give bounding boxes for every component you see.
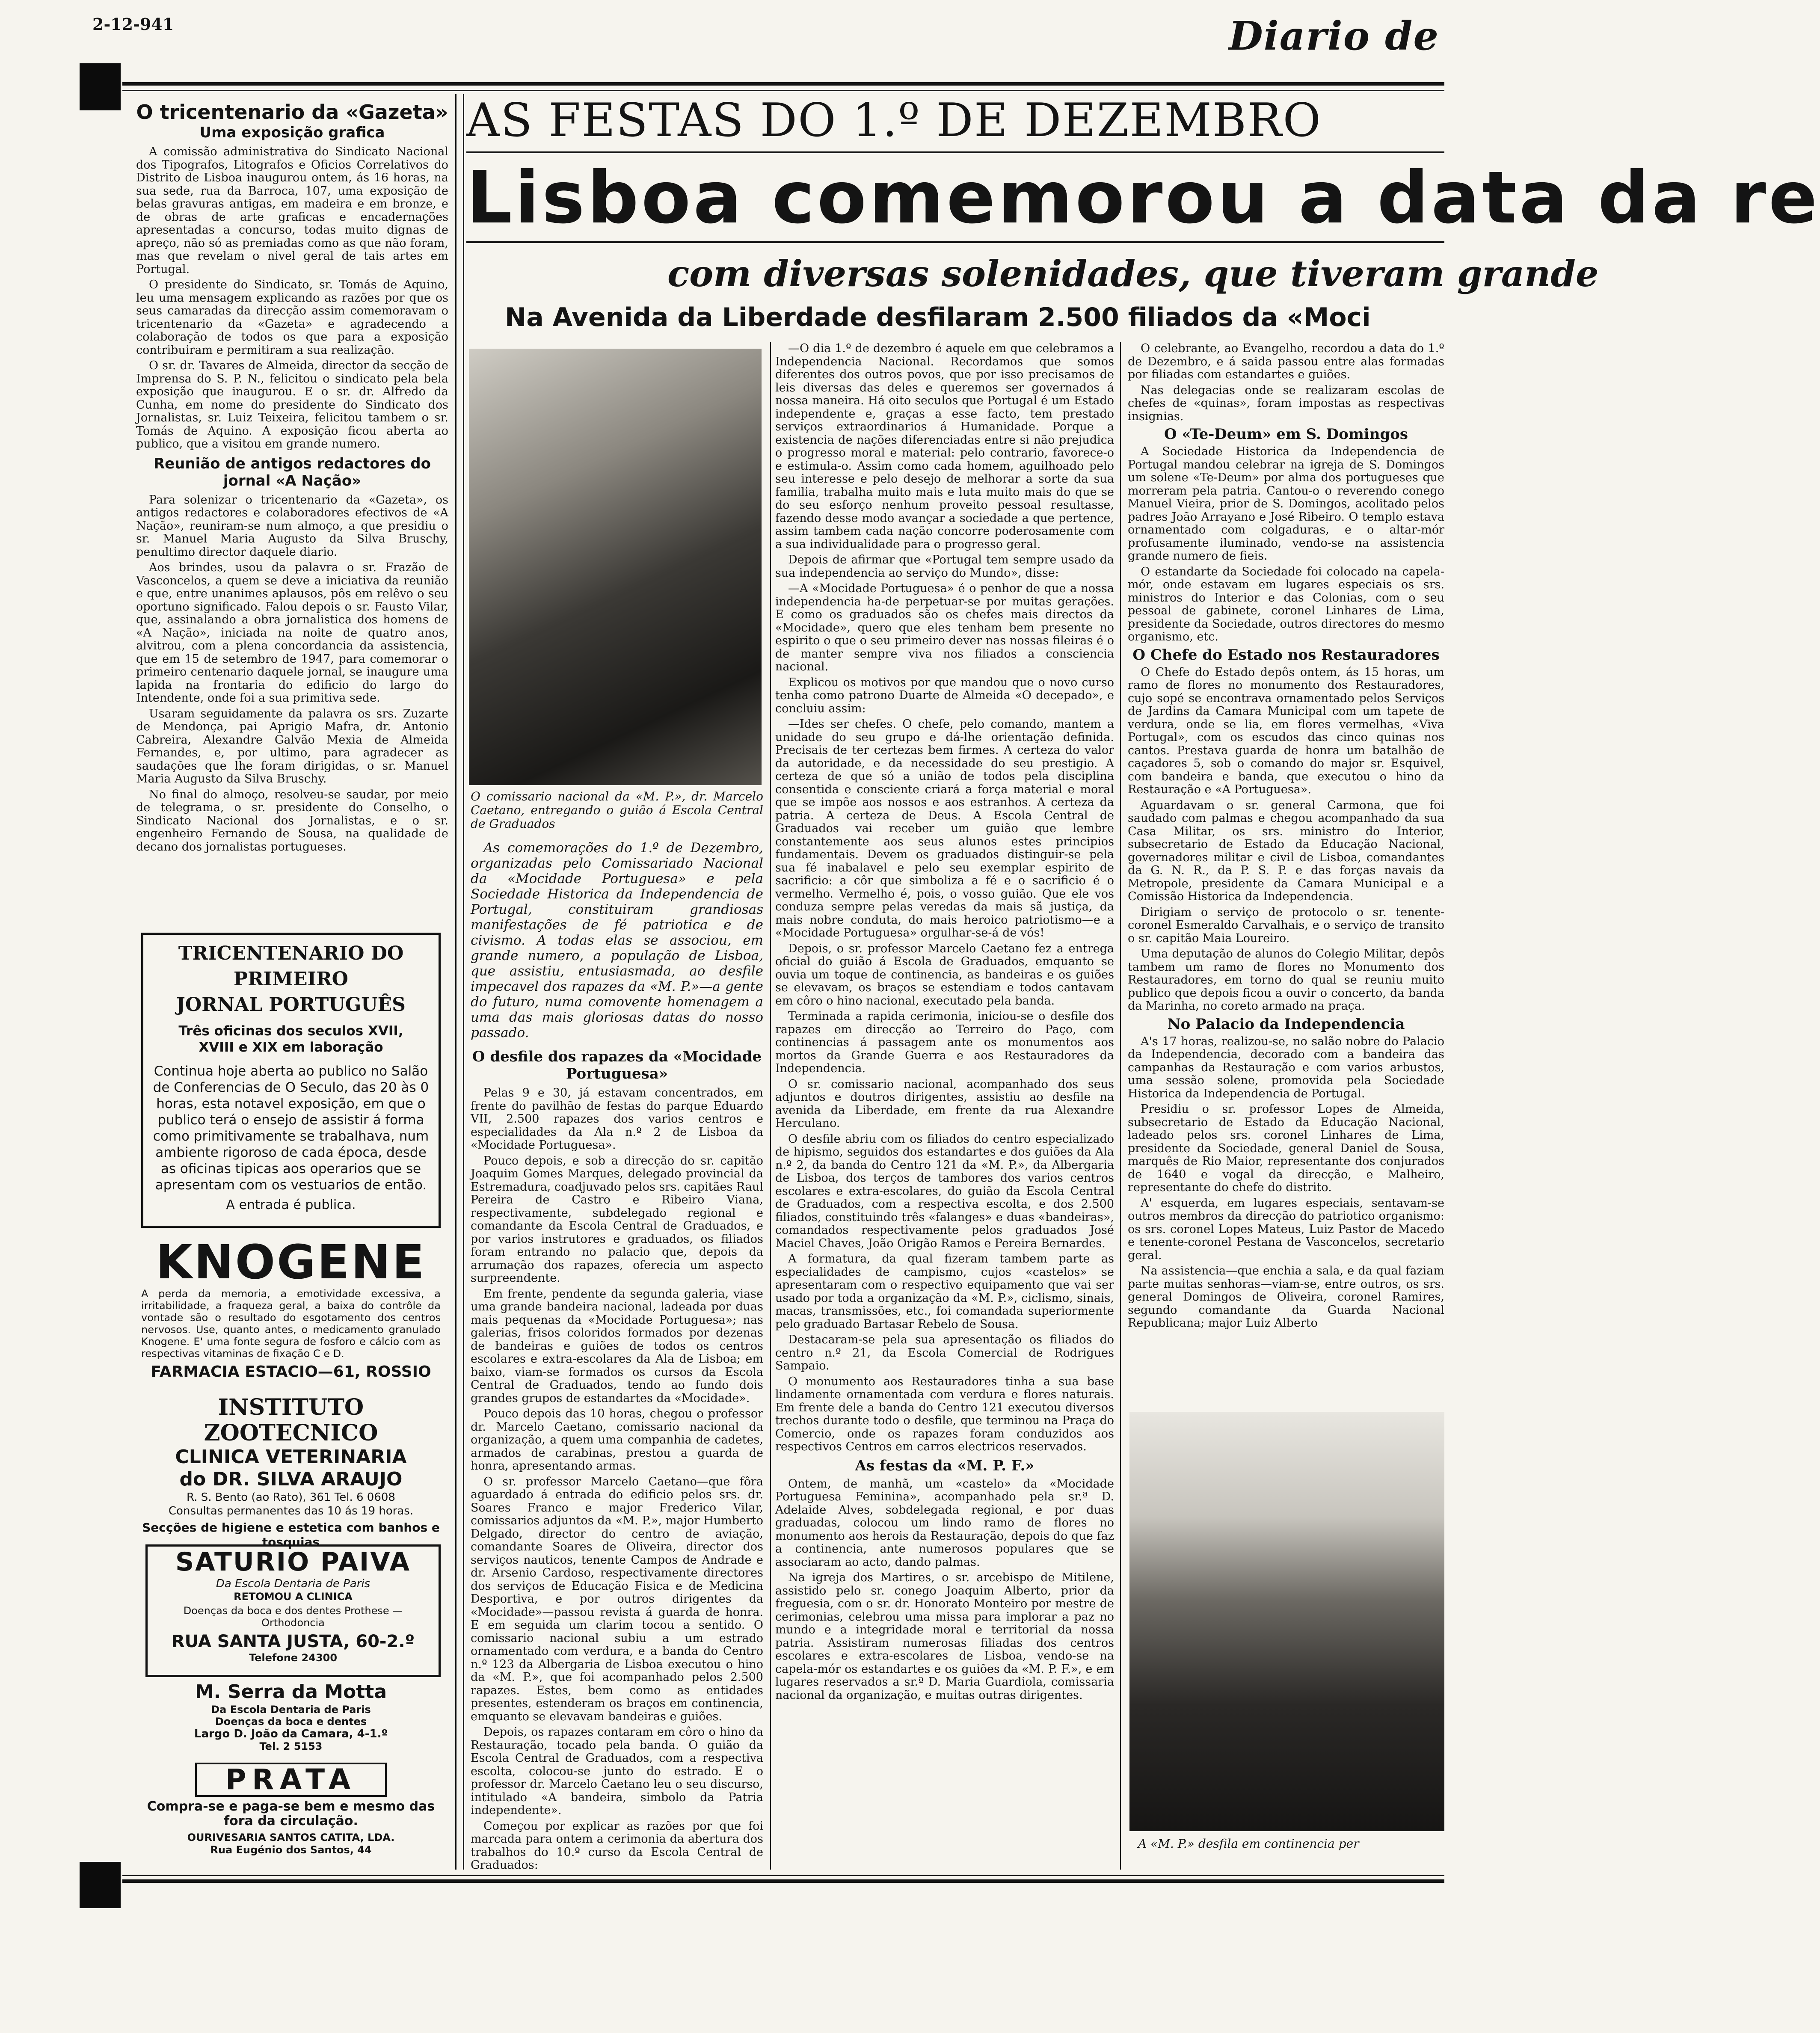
paragraph: Pelas 9 e 30, já estavam concentrados, em frente do pavilhão de festas do parque Eduardo VII, 2.500 rapazes dos varios centros e especialidades da Ala n.º 2 de Lisboa da «Mocidade Portuguesa». xyxy=(471,1086,763,1152)
column-separator-left-2 xyxy=(463,94,464,1870)
paragraph: O estandarte da Sociedade foi colocado na capela-mór, onde estavam em lugares especiais os srs. ministros do Interior e das Colonias, com o seu pessoal de gabinete, coronel Linhares de Lima, presidente da Sociedade, outros directores do mesmo organismo, etc. xyxy=(1128,565,1444,643)
section-heading: O Chefe do Estado nos Restauradores xyxy=(1132,646,1440,664)
paragraph: Em frente, pendente da segunda galeria, viase uma grande bandeira nacional, ladeada por duas mais pequenas da «Mocidade Portuguesa»; nas galerias, frisos coloridos formados por dezenas de bandeiras e guiões de todos os centros escolares e extra-escolares da Ala de Lisboa; em baixo, viam-se formados os cursos da Escola Central de Graduados, tendo ao fundo dois grandes grupos de estandartes da «Mocidade». xyxy=(471,1287,763,1405)
ad-subtitle: Da Escola Dentaria de Paris xyxy=(211,1704,371,1716)
paragraph: Usaram seguidamente da palavra os srs. Zuzarte de Mendonça, pai Aprigio Mafra, dr. Antonio Cabreira, Alexandre Galvão Mexia de Almeida Fernandes, e, por ultimo, para agradecer as saudações que lhe foram dirigidas, o sr. Manuel Maria Augusto da Silva Bruschy. xyxy=(136,707,448,785)
main-kicker: AS FESTAS DO 1.º DE DEZEMBRO xyxy=(466,94,1322,147)
paragraph: O celebrante, ao Evangelho, recordou a data do 1.º de Dezembro, e á saida passou entre alas formadas por filiadas com estandartes e guiões. xyxy=(1128,342,1444,381)
paragraph: A' esquerda, em lugares especiais, sentavam-se outros membros da direcção do patriotico organismo: os srs. coronel Lopes Mateus, Luiz Pastor de Macedo e tenente-coronel Pestana de Vasconcelos, secretario geral. xyxy=(1128,1196,1444,1262)
left-column xyxy=(136,101,448,856)
ad-footer: FARMACIA ESTACIO—61, ROSSIO xyxy=(151,1363,431,1381)
paragraph: Ontem, de manhã, um «castelo» da «Mocidade Portuguesa Feminina», acompanhado pela sr.ª D. Adelaide Alves, sobdelegada regional, e por duas graduadas, colocou um lindo ramo de flores no monumento aos herois da Restauração, depois do que faz a continencia, ante numerosos populares que se associaram ao acto, dando palmas. xyxy=(775,1477,1114,1569)
paragraph: Dirigiam o serviço de protocolo o sr. tenente-coronel Esmeraldo Carvalhais, e o serviço de transito o sr. capitão Maia Loureiro. xyxy=(1128,905,1444,945)
serra-ad xyxy=(145,1680,436,1752)
main-subdeck: Na Avenida da Liberdade desfilaram 2.500 filiados da «Moci xyxy=(505,302,1371,332)
paragraph: O sr. professor Marcelo Caetano—que fôra aguardado á entrada do edificio pelos srs. dr. Soares Franco e major Frederico Vilar, comissarios adjuntos da «M. P.», major Humberto Delgado, director do centro de aviação, comandante Soares de Oliveira, director dos serviços nauticos, tenente Campos de Andrade e dr. Arsenio Cardoso, respectivamente directores dos serviços de Educação Fisica e de Medicina Desportiva, e por outros dirigentes da «Mocidade»—passou revista á guarda de honra. E em seguida um clarim tocou a sentido. O comissario nacional subiu a um estrado ornamentado com verdura, e a banda do Centro n.º 123 da Albergaria de Lisboa executou o hino da «M. P.», que foi acompanhado pelos 2.500 rapazes. Estes, bem como as entidades presentes, estenderam os braços em continencia, emquanto se elevavam bandeiras e guiões. xyxy=(471,1475,763,1723)
ad-subtitle: CLINICA VETERINARIA xyxy=(175,1446,407,1468)
paragraph: O sr. dr. Tavares de Almeida, director da secção de Imprensa do S. P. N., felicitou o sindicato pela bela exposição que inaugurou. E o sr. dr. Alfredo da Cunha, em nome do presidente do Sindicato dos Jornalistas, sr. Luiz Teixeira, felicitou tambem o sr. Tomás de Aquino. A exposição ficou aberta ao publico, que a visitou em grande numero. xyxy=(136,359,448,450)
ad-address: RUA SANTA JUSTA, 60-2.º xyxy=(171,1632,415,1651)
paragraph: Uma deputação de alunos do Colegio Militar, depôs tambem um ramo de flores no Monumento dos Restauradores, em torno do qual se reuniu muito publico que depois ficou a ouvir o concerto, da banda da Marinha, no coreto armado na praça. xyxy=(1128,947,1444,1013)
photo-parade xyxy=(1129,1412,1444,1831)
paragraph: Começou por explicar as razões por que foi marcada para ontem a cerimonia da abertura dos trabalhos do 10.º curso da Escola Central de Graduados: xyxy=(471,1819,763,1872)
paragraph: Aguardavam o sr. general Carmona, que foi saudado com palmas e chegou acompanhado da sua Casa Militar, os srs. ministro do Interior, subsecretario de Estado da Educação Nacional, governadores militar e civil de Lisboa, comandantes da G. N. R., da P. S. P. e das forças navais da Metropole, presidente da Camara Municipal e a Comissão Historica da Independencia. xyxy=(1128,798,1444,903)
ad-subtitle: XVIII e XIX em laboração xyxy=(199,1040,383,1055)
paragraph: Depois, os rapazes contaram em côro o hino da Restauração, tocado pela banda. O guião da Escola Central de Graduados, com a respectiva escolta, colocou-se junto do estrado. E o professor dr. Marcelo Caetano leu o seu discurso, intitulado «A bandeira, simbolo da Patria independente». xyxy=(471,1725,763,1817)
column-separator xyxy=(1120,342,1121,1870)
main-column-4 xyxy=(1128,342,1444,1333)
ad-title: PRATA xyxy=(195,1763,387,1797)
section-heading: O «Te-Deum» em S. Domingos xyxy=(1164,426,1408,443)
ad-subtitle: do DR. SILVA ARAUJO xyxy=(179,1468,403,1490)
ad-hours: Consultas permanentes das 10 ás 19 horas. xyxy=(168,1505,414,1517)
ad-body: Continua hoje aberta ao publico no Salão de Conferencias de O Seculo, das 20 às 0 horas, esta notavel exposição, em que o publico terá o ensejo de assistir á forma como primitivamente se trabalhava, num ambiente rigoroso de cada época, desde as oficinas tipicas aos operarios que se apresentam com os vestuarios de então. xyxy=(153,1064,429,1193)
ad-note: RETOMOU A CLINICA xyxy=(234,1591,353,1603)
main-column-3 xyxy=(775,342,1114,1704)
page-date: 2-12-941 xyxy=(92,15,174,34)
paragraph: A Sociedade Historica da Independencia de Portugal mandou celebrar na igreja de S. Domingos um solene «Te-Deum» por alma dos portugueses que morreram pela patria. Cantou-o o reverendo conego Manuel Vieira, prior de S. Domingos, acolitado pelos padres João Arrayano e José Ribeiro. O templo estava ornamentado com colgaduras, e o altar-mór profusamente iluminado, vendo-se na assistencia grande numero de fieis. xyxy=(1128,445,1444,563)
bottom-rule-thin xyxy=(122,1875,1444,1876)
column-separator xyxy=(770,342,771,1870)
ad-title: KNOGENE xyxy=(156,1235,426,1289)
paragraph: —Ides ser chefes. O chefe, pelo comando, mantem a unidade do seu grupo e dá-lhe orientação definida. Precisais de ter certezas bem firmes. A certeza do valor da autoridade, e da necessidade do seu prestigio. A certeza de que só a união de todos pela disciplina consentida e consciente criará a força material e moral que se impõe aos nossos e aos estranhos. A certeza da patria. A certeza de Deus. A Escola Central de Graduados vai receber um guião que lembre constantemente aos seus alunos estes principios fundamentais. Devem os graduados distinguir-se pela sua fé inabalavel e pelo seu exemplar espirito de sacrificio: a côr que simboliza a fé e o sacrificio é o vermelho. Vermelho é, pois, o vosso guião. Que ele vos conduza sempre pelas veredas da mais sã justiça, da mais nobre conduta, do mais heroico patriotismo—e a «Mocidade Portuguesa» orgulhar-se-á de vós! xyxy=(775,717,1114,939)
paragraph: O sr. comissario nacional, acompanhado dos seus adjuntos e doutros dirigentes, assistiu ao desfile na avenida da Liberdade, em frente da rua Alexandre Herculano. xyxy=(775,1077,1114,1130)
paragraph: O presidente do Sindicato, sr. Tomás de Aquino, leu uma mensagem explicando as razões por que os seus camaradas da direcção assim comemoravam o tricentenario da «Gazeta» e agradecendo a colaboração de todos os que para a exposição contribuiram e permitiram a sua realização. xyxy=(136,278,448,357)
ad-body: A perda da memoria, a emotividade excessiva, a irritabilidade, a fraqueza geral, a baixa do contrôle da vontade são o resultado do esgotamento dos centros nervosos. Use, quanto antes, o medicamento granulado Knogene. E' uma fonte segura de fosforo e cálcio com as respectivas vitaminas de fixação C e D. xyxy=(141,1288,441,1360)
paragraph: —A «Mocidade Portuguesa» é o penhor de que a nossa independencia ha-de perpetuar-se por muitas gerações. E como os graduados são os chefes mais directos da «Mocidade», quero que eles tenham bem presente no espirito o que o seu primeiro dever nas nossas fileiras é o de manter sempre viva nos filiados a consciencia nacional. xyxy=(775,582,1114,673)
photo-caption: A «M. P.» desfila em continencia per xyxy=(1138,1837,1359,1851)
kicker-rule xyxy=(466,151,1444,153)
top-rule xyxy=(122,82,1444,86)
newspaper-title: Diario de xyxy=(1228,13,1439,59)
top-rule-thin xyxy=(122,90,1444,91)
article-subhead: Uma exposição grafica xyxy=(199,124,385,141)
main-headline: Lisboa comemorou a data da re xyxy=(466,156,1820,240)
paragraph: Presidiu o sr. professor Lopes de Almeida, subsecretario de Estado da Educação Nacional, ladeado pelos srs. coronel Linhares de Lima, presidente da Sociedade, general Daniel de Sousa, marquês de Rio Maior, representante dos conjurados de 1640 e vogal da direcção, e Malheiro, representante do chefe do distrito. xyxy=(1128,1102,1444,1194)
paragraph: O monumento aos Restauradores tinha a sua base lindamente ornamentada com verdura e flores naturais. Em frente dele a banda do Centro 121 executou diversos trechos durante todo o desfile, que terminou na Praça do Comercio, onde os rapazes foram conduzidos aos respectivos Centros em carros electricos reservados. xyxy=(775,1375,1114,1453)
corner-mark-bottom xyxy=(80,1862,121,1908)
article-headline: Reunião de antigos redactores do jornal «A Nação» xyxy=(154,455,431,489)
ad-footer: A entrada é publica. xyxy=(226,1197,356,1212)
paragraph: Aos brindes, usou da palavra o sr. Frazão de Vasconcelos, a quem se deve a iniciativa da reunião e que, entre unanimes aplausos, pôs em relêvo o seu oportuno significado. Falou depois o sr. Fausto Vilar, que, assinalando a obra jornalistica dos homens de «A Nação», iniciada na noite de quatro anos, alvitrou, com a plena concordancia da assistencia, que em 15 de setembro de 1947, para comemorar o primeiro centenario daquele jornal, se inaugure uma lapida na frontaria do edificio do largo do Intendente, onde foi a sua primitiva sede. xyxy=(136,561,448,705)
ad-phone: Tel. 2 5153 xyxy=(259,1740,323,1752)
zootecnico-ad xyxy=(141,1395,441,1550)
paragraph: Depois de afirmar que «Portugal tem sempre usado da sua independencia ao serviço do Mundo», disse: xyxy=(775,553,1114,580)
ad-subtitle: Da Escola Dentaria de Paris xyxy=(216,1577,371,1590)
ad-address: R. S. Bento (ao Rato), 361 Tel. 6 0608 xyxy=(187,1491,395,1504)
paragraph: O Chefe do Estado depôs ontem, ás 15 horas, um ramo de flores no monumento dos Restauradores, cujo sopé se encontrava ornamentado pelos Serviços de Jardins da Camara Municipal com um tapete de verdura, onde se lia, em flores vermelhas, «Viva Portugal», com os escudos das cinco quinas nos cantos. Prestava guarda de honra um batalhão de caçadores 5, sob o comando do major sr. Esquivel, com bandeira e banda, que executou o hino da Restauração e «A Portuguesa». xyxy=(1128,665,1444,796)
article-intro: As comemorações do 1.º de Dezembro, organizadas pelo Comissariado Nacional da «Mocidade Portuguesa» e pela Sociedade Historica da Independencia de Portugal, constituiram grandiosas manifestações de fé patriotica e de civismo. A todas elas se associou, em grande numero, a população de Lisboa, que assistiu, entusiasmada, ao desfile impecavel dos rapazes da «M. P.»—a gente do futuro, numa comovente homenagem a uma das mais gloriosas datas do nosso passado. xyxy=(471,840,763,1040)
paragraph: Para solenizar o tricentenario da «Gazeta», os antigos redactores e colaboradores efectivos de «A Nação», reuniram-se num almoço, a que presidiu o sr. Manuel Maria Augusto da Silva Bruschy, penultimo director daquele diario. xyxy=(136,493,448,559)
headline-rule xyxy=(466,241,1444,243)
paragraph: Pouco depois, e sob a direcção do sr. capitão Joaquim Gomes Marques, delegado provincial da Estremadura, coadjuvado pelos srs. capitães Raul Pereira de Castro e Ribeiro Viana, respectivamente, subdelegado regional e comandante da Escola Central de Graduados, e por varios instrutores e graduados, os filiados foram entrando no palacio que, depois da arrumação dos rapazes, oferecia um aspecto surpreendente. xyxy=(471,1154,763,1285)
ad-body: Compra-se e paga-se bem e mesmo das fora da circulação. xyxy=(147,1799,435,1829)
paragraph: Pouco depois das 10 horas, chegou o professor dr. Marcelo Caetano, comissario nacional da organização, a quem uma companhia de cadetes, armados de carabinas, prestou a guarda de honra, apresentando armas. xyxy=(471,1407,763,1473)
column-separator-left xyxy=(455,94,456,1870)
ad-services: Doenças da boca e dos dentes Prothese — Orthodoncia xyxy=(183,1605,403,1629)
ad-subtitle: Três oficinas dos seculos XVII, xyxy=(178,1023,403,1039)
section-heading: No Palacio da Independencia xyxy=(1167,1015,1405,1033)
section-heading: O desfile dos rapazes da «Mocidade Portuguesa» xyxy=(472,1048,762,1082)
paragraph: Depois, o sr. professor Marcelo Caetano fez a entrega oficial do guião á Escola de Graduados, emquanto se ouvia um toque de continencia, as bandeiras e os guiões se elevavam, os braços se estendiam e todos cantavam em côro o hino nacional, executado pela banda. xyxy=(775,942,1114,1008)
bottom-rule xyxy=(122,1879,1444,1883)
ad-subtitle: Doenças da boca e dentes xyxy=(215,1716,367,1728)
ad-title: M. Serra da Motta xyxy=(195,1681,387,1703)
paragraph: Na igreja dos Martires, o sr. arcebispo de Mitilene, assistido pelo sr. conego Joaquim Alberto, prior da freguesia, com o sr. dr. Honorato Monteiro por mestre de cerimonias, celebrou uma missa para implorar a paz no mundo e a integridade moral e territorial da nossa patria. Assistiram numerosas filiadas dos centros escolares e extra-escolares de Lisboa, vendo-se na capela-mór os estandartes e os guiões da «M. P. F.», e em lugares reservados a sr.ª D. Maria Guardiola, comissaria nacional da organização, e muitas outras dirigentes. xyxy=(775,1571,1114,1702)
ad-phone: Telefone 24300 xyxy=(249,1652,338,1664)
ad-title: JORNAL PORTUGUÊS xyxy=(176,994,406,1016)
paragraph: Destacaram-se pela sua apresentação os filiados do centro n.º 21, da Escola Comercial de Rodrigues Sampaio. xyxy=(775,1333,1114,1372)
photo-caption: O comissario nacional da «M. P.», dr. Marcelo Caetano, entregando o guião á Escola Central de Graduados xyxy=(471,789,763,831)
corner-mark-top xyxy=(80,63,121,110)
tricentenario-ad xyxy=(141,933,441,1228)
paragraph: Na assistencia—que enchia a sala, e da qual faziam parte muitas senhoras—viam-se, entre outros, os srs. general Domingos de Oliveira, coronel Ramires, segundo comandante da Guarda Nacional Republicana; major Luiz Alberto xyxy=(1128,1264,1444,1330)
saturio-ad xyxy=(145,1544,441,1677)
paragraph: A's 17 horas, realizou-se, no salão nobre do Palacio da Independencia, decorado com a bandeira das campanhas da Restauração e com varios arbustos, uma sessão solene, promovida pela Sociedade Historica da Independencia de Portugal. xyxy=(1128,1034,1444,1100)
main-column-2 xyxy=(471,790,763,1875)
ad-address: Rua Eugénio dos Santos, 44 xyxy=(210,1844,372,1856)
paragraph: —O dia 1.º de dezembro é aquele em que celebramos a Independencia Nacional. Recordamos que somos diferentes dos outros povos, que por isso precisamos de leis diversas das deles e queremos ser governados á nossa maneira. Há oito seculos que Portugal é um Estado independente e, graças a esse facto, tem prestado serviços extraordinarios á Humanidade. Porque a existencia de nações diferenciadas entre si não prejudica o progresso moral e material: pelo contrario, favorece-o e estimula-o. Assim como cada homem, aguilhoado pelo seu interesse e pelo desejo de melhorar a sorte da sua familia, trabalha muito mais e luta muito mais do que se do seu esforço nenhum proveito pessoal resultasse, fazendo desse modo avançar a sociedade a que pertence, assim tambem cada nação concorre poderosamente com a sua individualidade para o progresso geral. xyxy=(775,342,1114,551)
paragraph: Terminada a rapida cerimonia, iniciou-se o desfile dos rapazes em direcção ao Terreiro do Paço, com continencias á passagem ante os monumentos aos mortos da Grande Guerra e aos Restauradores da Independencia. xyxy=(775,1010,1114,1075)
paragraph: Nas delegacias onde se realizaram escolas de chefes de «quinas», foram impostas as respectivas insignias. xyxy=(1128,383,1444,423)
paragraph: Explicou os motivos por que mandou que o novo curso tenha como patrono Duarte de Almeida «O decepado», e concluiu assim: xyxy=(775,676,1114,715)
ad-address: Largo D. João da Camara, 4-1.º xyxy=(194,1728,388,1740)
paragraph: No final do almoço, resolveu-se saudar, por meio de telegrama, o sr. presidente do Conselho, o Sindicato Nacional dos Jornalistas, e o sr. engenheiro Fernando de Sousa, na qualidade de decano dos jornalistas portugueses. xyxy=(136,788,448,854)
ad-extra: Secções de higiene e estetica com banhos e tosquias xyxy=(142,1520,440,1549)
paragraph: A formatura, da qual fizeram tambem parte as especialidades de campismo, cujos «castelos» se apresentaram com o respectivo equipamento que vai ser usado por toda a organização da «M. P.», ciclismo, sinais, macas, transmissões, etc., foi comandada superiormente pelo graduado Bartasar Rebelo de Sousa. xyxy=(775,1252,1114,1331)
knogene-ad xyxy=(141,1236,441,1382)
paragraph: O desfile abriu com os filiados do centro especializado de hipismo, seguidos dos estandartes e dos guiões da Ala n.º 2, da banda do Centro 121 da «M. P.», da Albergaria de Lisboa, dos terços de tambores dos varios centros escolares e extra-escolares, do guião da Escola Central de Graduados, com a respectiva escolta, e dos 2.500 filiados, constituindo três «falanges» e duas «bandeiras», comandados respectivamente pelos graduados José Maciel Chaves, João Origão Ramos e Pereira Bernardes. xyxy=(775,1132,1114,1250)
main-deck: com diversas solenidades, que tiveram grande xyxy=(667,252,1599,295)
photo-marcelo-caetano xyxy=(469,349,762,785)
article-headline: O tricentenario da «Gazeta» xyxy=(136,101,448,124)
paragraph: A comissão administrativa do Sindicato Nacional dos Tipografos, Litografos e Oficios Correlativos do Distrito de Lisboa inaugurou ontem, ás 16 horas, na sua sede, rua da Barroca, 107, uma exposição de belas gravuras antigas, em madeira e em bronze, e de obras de arte graficas e encadernações apresentadas a concurso, todas muito dignas de apreço, não só as premiadas como as que não foram, mas que revelam o nivel geral de tais artes em Portugal. xyxy=(136,145,448,276)
section-heading: As festas da «M. P. F.» xyxy=(855,1457,1034,1474)
ad-shop: OURIVESARIA SANTOS CATITA, LDA. xyxy=(187,1831,395,1843)
prata-ad xyxy=(145,1763,436,1856)
ad-title: SATURIO PAIVA xyxy=(175,1547,411,1577)
ad-title: INSTITUTO ZOOTECNICO xyxy=(204,1394,378,1446)
ad-title: TRICENTENARIO DO PRIMEIRO xyxy=(178,942,404,990)
